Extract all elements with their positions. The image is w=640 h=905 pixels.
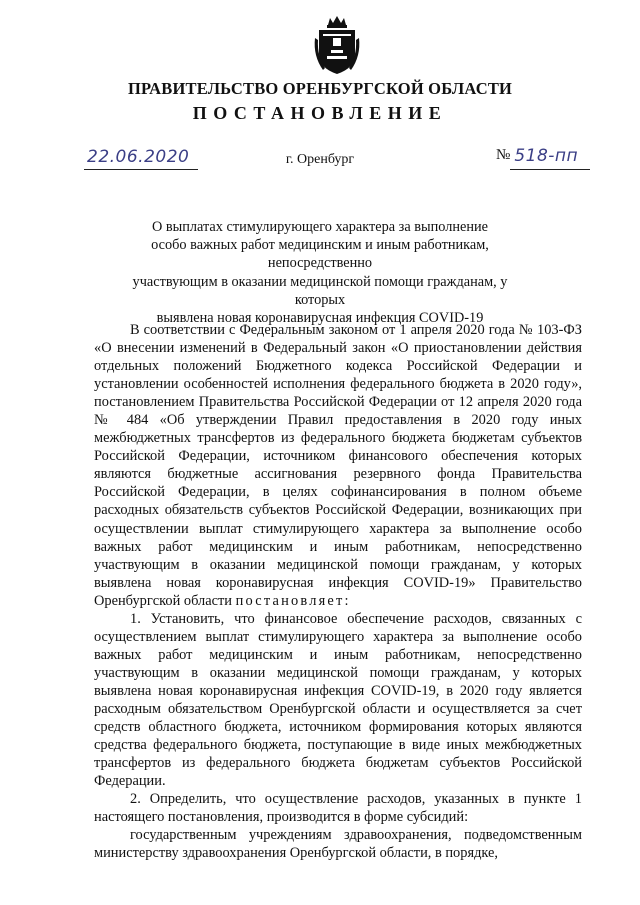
city: г. Оренбург	[285, 152, 355, 167]
document-subject	[110, 218, 530, 327]
preamble-text: В соответствии с Федеральным законом от 1 апреля 2020 года № 103-ФЗ «О внесении изменений в Федеральный закон «О приостановлении действия отдельных положений Бюджетного кодекса Российской Федерации и установлении особенностей исполнения федерального бюджета в 2020 году», постановлением Правительства Российской Федерации от 12 апреля 2020 года № 484 «Об утверждении Правил предоставления в 2020 году иных межбюджетных трансфертов из федерального бюджета бюджетам субъектов Российской Федерации, источником финансового обеспечения которых являются бюджетные ассигнования резервного фонда Правительства Российской Федерации, в целях софинансирования в полном объеме расходных обязательств субъектов Российской Федерации, возникающих при осуществлении выплат стимулирующего характера за выполнение особо важных работ медицинским и иным работникам, непосредственно участвующим в оказании медицинской помощи гражданам, у которых выявлена новая коронавирусная инфекция COVID-19» Правительство Оренбургской области	[94, 322, 582, 609]
document-number: 518-пп	[514, 146, 579, 166]
subject-line: участвующим в оказании медицинской помощи гражданам, у которых	[132, 273, 508, 308]
decree-word: постановляет	[235, 592, 345, 609]
subject-line: особо важных работ медицинским и иным работникам, непосредственно	[151, 237, 489, 272]
document-date: 22.06.2020	[87, 147, 190, 167]
subject-line: выявлена новая коронавирусная инфекция COVID-19	[156, 310, 484, 327]
subject-line: О выплатах стимулирующего характера за выполнение	[151, 219, 488, 235]
orenburg-coat-of-arms-icon	[313, 16, 361, 76]
number-field	[496, 146, 590, 166]
date-underline	[84, 169, 198, 170]
paragraph-item-2-sub: государственным учреждениям здравоохранения, подведомственным министерству здравоохранения Оренбургской области, в порядке,	[94, 827, 582, 862]
number-sign: №	[496, 147, 511, 163]
paragraph-item-2: 2. Определить, что осуществление расходов, указанных в пункте 1 настоящего постановления, производится в форме субсидий:	[94, 791, 582, 826]
government-title: ПРАВИТЕЛЬСТВО ОРЕНБУРГСКОЙ ОБЛАСТИ	[127, 79, 513, 98]
document-type: ПОСТАНОВЛЕНИЕ	[192, 103, 448, 123]
paragraph-preamble	[94, 321, 582, 610]
paragraph-item-1: 1. Установить, что финансовое обеспечение расходов, связанных с осуществлением выплат стимулирующего характера за выполнение особо важных работ медицинским и иным работникам, непосредственно участвующим в оказании медицинской помощи гражданам, у которых выявлена новая коронавирусная инфекция COVID-19, в 2020 году является расходным обязательством Оренбургской области и осуществляется за счет средств областного бюджета, источником формирования которых являются средства федерального бюджета, поступающие в виде иных межбюджетных трансфертов из федерального бюджета бюджетам субъектов Российской Федерации.	[94, 610, 582, 790]
decree-colon: :	[344, 592, 349, 609]
number-underline	[510, 169, 590, 170]
document-body	[94, 321, 582, 862]
